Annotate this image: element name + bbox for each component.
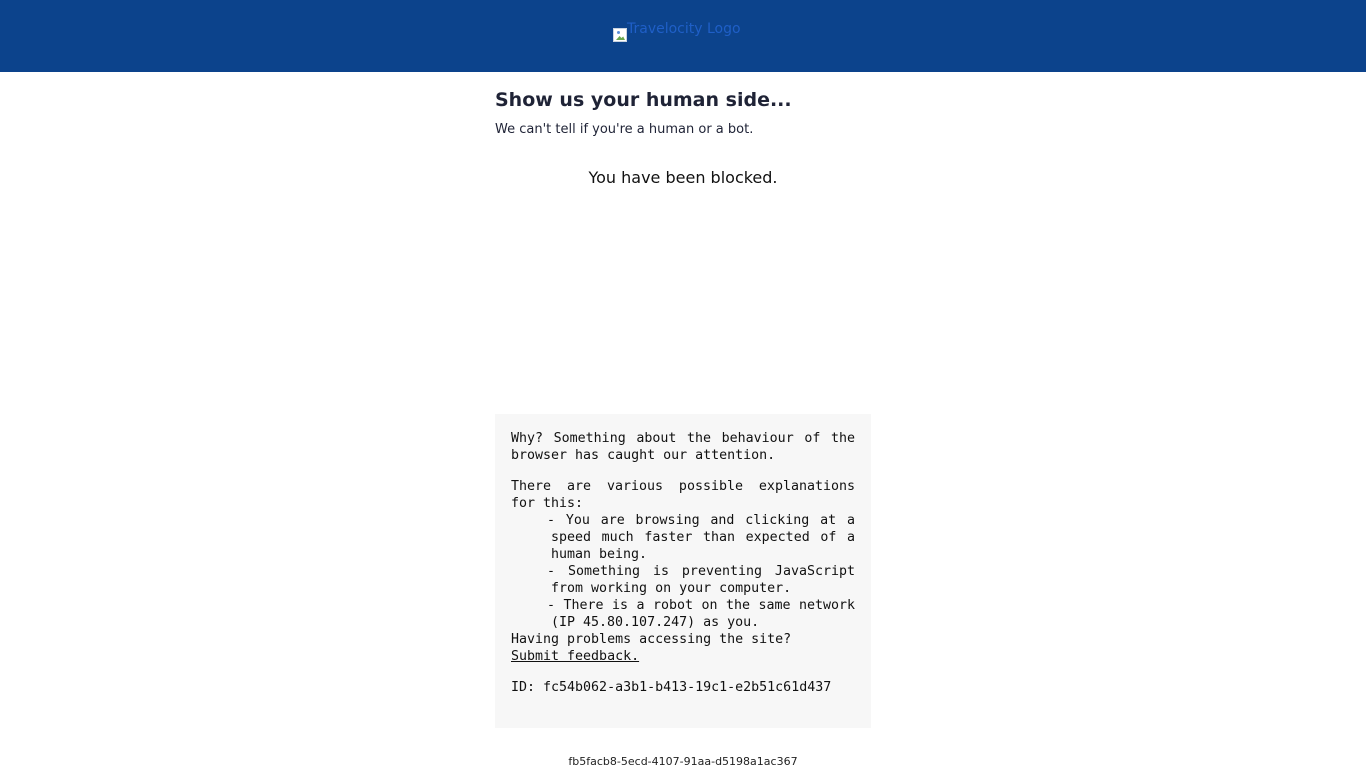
problems-text: Having problems accessing the site? [511,632,792,647]
footer-reference-id: fb5facb8-5ecd-4107-91aa-d5198a1ac367 [568,755,798,768]
page-subtitle: We can't tell if you're a human or a bot. [495,122,754,137]
explanations-intro: There are various possible explanations for this: [511,479,855,511]
explanation-box [495,414,871,728]
blocked-message: You have been blocked. [588,168,778,187]
block-id: ID: fc54b062-a3b1-b413-19c1-e2b51c61d437 [511,680,832,695]
site-header [0,0,1366,72]
site-logo[interactable] [613,22,741,44]
broken-image-icon [613,28,627,42]
reasons-list [511,512,855,631]
reason-item: - You are browsing and clicking at a speed much faster than expected of a human being. [547,513,855,562]
logo-alt-text: Travelocity Logo [627,21,741,37]
reason-item: - Something is preventing JavaScript from working on your computer. [547,564,855,596]
reason-item: - There is a robot on the same network (IP 45.80.107.247) as you. [547,598,855,630]
why-text: Why? Something about the behaviour of the browser has caught our attention. [511,431,855,463]
page-title: Show us your human side... [495,89,792,111]
submit-feedback-link[interactable]: Submit feedback. [511,649,640,664]
